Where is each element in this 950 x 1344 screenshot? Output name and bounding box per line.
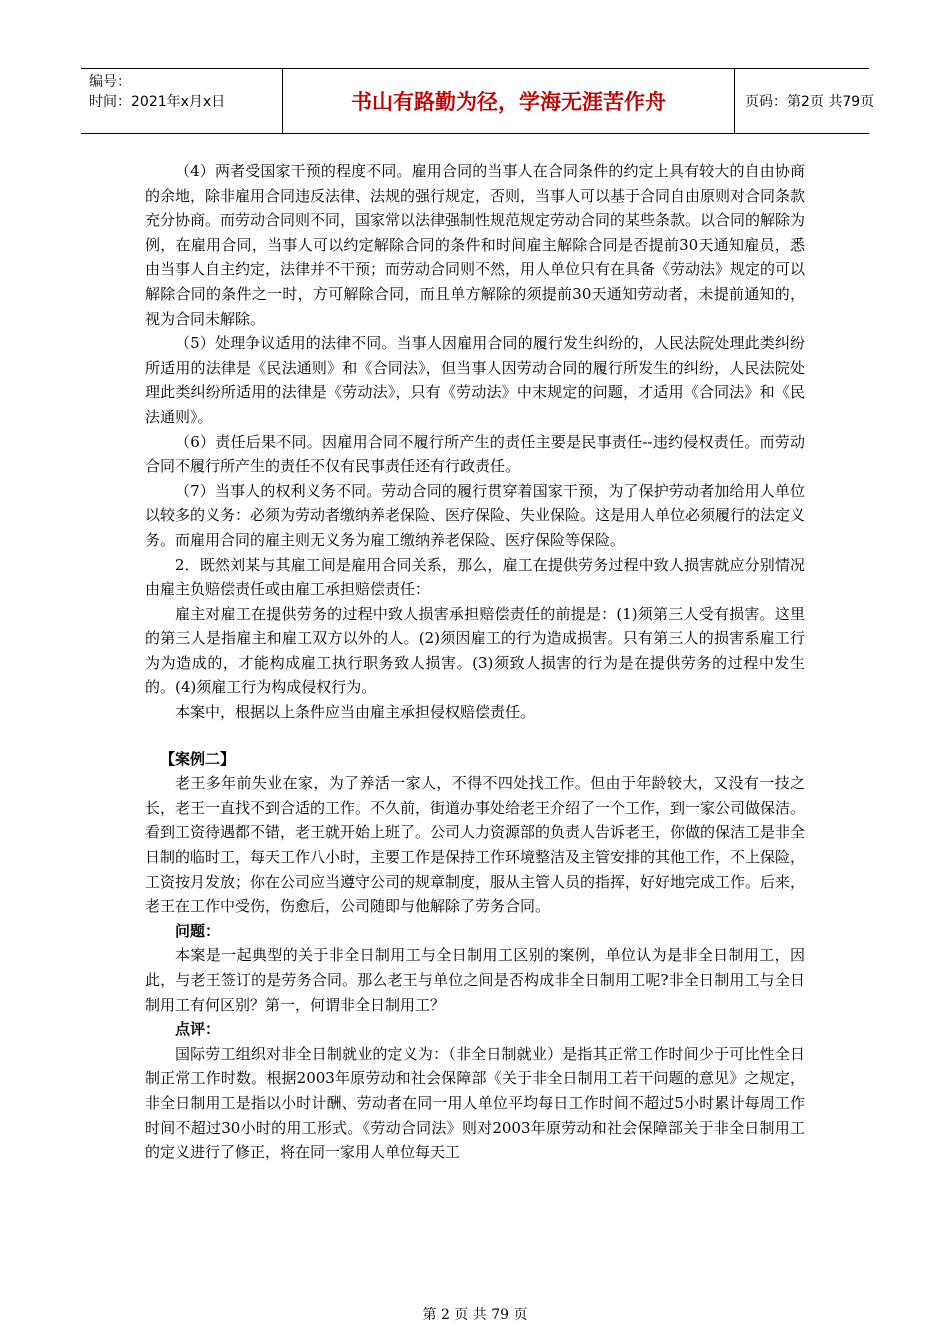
document-body bbox=[145, 159, 805, 1165]
paragraph: 本案中，根据以上条件应当由雇主承担侵权赔偿责任。 bbox=[175, 703, 536, 722]
paragraph: （5）处理争议适用的法律不同。当事人因雇用合同的履行发生纠纷的，人民法院处理此类纠纷所适用的法律是《民法通则》和《合同法》，但当事人因劳动合同的履行所发生的纠纷，人民法院处理此类纠纷所适用的法律是《劳动法》，只有《劳动法》中末规定的问题，才适用《合同法》和《民法通则》。 bbox=[145, 334, 805, 426]
case-story: 老王多年前失业在家，为了养活一家人，不得不四处找工作。但由于年龄较大，又没有一技之长，老王一直找不到合适的工作。不久前，街道办事处给老王介绍了一个工作，到一家公司做保洁。看到工资待遇都不错，老王就开始上班了。公司人力资源部的负责人告诉老王，你做的保洁工是非全日制的临时工，每天工作八小时，主要工作是保持工作环境整洁及主管安排的其他工作，不上保险，工资按月发放；你在公司应当遵守公司的规章制度，服从主管人员的指挥，好好地完成工作。后来，老王在工作中受伤，伤愈后，公司随即与他解除了劳务合同。 bbox=[145, 774, 806, 916]
page-header bbox=[81, 68, 875, 134]
section-spacer bbox=[145, 725, 805, 747]
paragraph: 2．既然刘某与其雇工间是雇用合同关系，那么，雇工在提供劳务过程中致人损害就应分别情况由雇主负赔偿责任或由雇工承担赔偿责任： bbox=[145, 555, 805, 599]
question-text: 本案是一起典型的关于非全日制用工与全日制用工区别的案例，单位认为是非全日制用工，因此，与老王签订的是劳务合同。那么老王与单位之间是否构成非全日制用工呢?非全日制用工与全日制用工有何区别？第一，何谓非全日制用工？ bbox=[145, 946, 805, 1014]
header-meta bbox=[81, 69, 283, 133]
paragraph: 雇主对雇工在提供劳务的过程中致人损害承担赔偿责任的前提是：(1)须第三人受有损害。这里的第三人是指雇主和雇工双方以外的人。(2)须因雇工的行为造成损害。只有第三人的损害系雇工行为为造成的，才能构成雇工执行职务致人损害。(3)须致人损害的行为是在提供劳务的过程中发生的。(4)须雇工行为构成侵权行为。 bbox=[145, 604, 805, 697]
page-footer: 第 2 页 共 79 页 bbox=[422, 1307, 528, 1323]
paragraph: （4）两者受国家干预的程度不同。雇用合同的当事人在合同条件的约定上具有较大的自由协商的余地，除非雇用合同违反法律、法规的强行规定，否则，当事人可以基于合同自由原则对合同条款充分协商。而劳动合同则不同，国家常以法律强制性规范规定劳动合同的某些条款。以合同的解除为例，在雇用合同，当事人可以约定解除合同的条件和时间雇主解除合同是否提前30天通知雇员，悉由当事人自主约定，法律并不干预；而劳动合同则不然，用人单位只有在具备《劳动法》规定的可以解除合同的条件之一时，方可解除合同，而且单方解除的须提前30天通知劳动者，未提前通知的，视为合同未解除。 bbox=[145, 162, 806, 328]
doc-time-label: 时间：2021年x月x日 bbox=[89, 94, 226, 110]
comment-text: 国际劳工组织对非全日制就业的定义为：（非全日制就业）是指其正常工作时间少于可比性全日制正常工作时数。根据2003年原劳动和社会保障部《关于非全日制用工若干问题的意见》之规定，非全日制用工是指以小时计酬、劳动者在同一用人单位平均每日工作时间不超过5小时累计每周工作时间不超过30小时的用工形式。《劳动合同法》则对2003年原劳动和社会保障部关于非全日制用工的定义进行了修正，将在同一家用人单位每天工 bbox=[145, 1044, 805, 1162]
doc-number-label: 编号： bbox=[89, 74, 131, 90]
question-label: 问题： bbox=[175, 921, 221, 940]
comment-label: 点评： bbox=[175, 1020, 221, 1039]
header-motto: 书山有路勤为径，学海无涯苦作舟 bbox=[283, 69, 735, 133]
paragraph: （7）当事人的权利义务不同。劳动合同的履行贯穿着国家干预，为了保护劳动者加给用人单位以较多的义务：必须为劳动者缴纳养老保险、医疗保险、失业保险。这是用人单位必须履行的法定义务。而雇用合同的雇主则无义务为雇工缴纳养老保险、医疗保险等保险。 bbox=[145, 481, 806, 549]
header-page-info: 页码：第2页 共79页 bbox=[745, 94, 875, 110]
paragraph: （6）责任后果不同。因雇用合同不履行所产生的责任主要是民事责任--违约侵权责任。而劳动合同不履行所产生的责任不仅有民事责任还有行政责任。 bbox=[145, 432, 805, 476]
case-heading: 【案例二】 bbox=[160, 749, 236, 768]
